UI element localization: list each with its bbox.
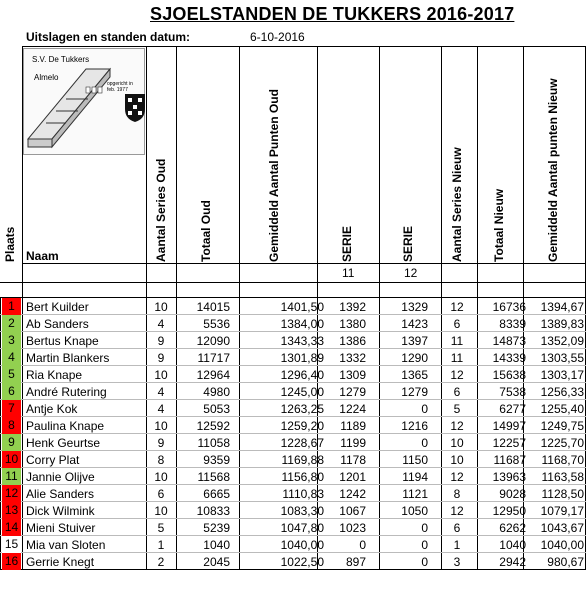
totaal-oud: 2045: [203, 555, 230, 569]
totaal-oud: 11058: [197, 436, 230, 450]
aantal-series-oud: 4: [157, 385, 165, 399]
table-row: [0, 366, 587, 383]
table-row: [0, 485, 587, 502]
rank-cell: 2: [2, 315, 21, 332]
results-date: 6-10-2016: [250, 30, 305, 44]
gemiddeld-nieuw: 1256,33: [540, 385, 584, 399]
totaal-nieuw: 16736: [492, 300, 526, 314]
table-row: [0, 315, 587, 332]
coat-of-arms-icon: [124, 93, 146, 123]
table-row: [0, 332, 587, 349]
totaal-nieuw: 12950: [492, 504, 526, 518]
serie-11-score: 1023: [339, 521, 366, 535]
aantal-series-nieuw: 12: [450, 368, 464, 382]
rank-cell: 11: [2, 468, 21, 485]
header-gemiddeld-oud: Gemiddeld Aantal Punten Oud: [267, 89, 281, 262]
aantal-series-nieuw: 12: [450, 470, 464, 484]
gemiddeld-nieuw: 1352,09: [540, 334, 584, 348]
logo-founded: opgericht in feb. 1977: [107, 81, 133, 93]
header-totaal-oud: Totaal Oud: [199, 200, 213, 262]
totaal-nieuw: 8339: [499, 317, 526, 331]
aantal-series-nieuw: 8: [453, 487, 461, 501]
player-name: Dick Wilmink: [26, 504, 95, 518]
serie-12-score: 1279: [401, 385, 428, 399]
serie-12-score: 1216: [401, 419, 428, 433]
totaal-nieuw: 14997: [492, 419, 526, 433]
totaal-nieuw: 1040: [499, 538, 526, 552]
gemiddeld-oud: 1245,00: [280, 385, 324, 399]
serie-11-score: 1242: [339, 487, 366, 501]
gemiddeld-oud: 1083,30: [280, 504, 324, 518]
player-name: Alie Sanders: [26, 487, 95, 501]
totaal-nieuw: 15638: [492, 368, 526, 382]
totaal-oud: 1040: [203, 538, 230, 552]
rank-cell: 15: [2, 536, 21, 553]
header-totaal-nieuw: Totaal Nieuw: [492, 188, 506, 262]
aantal-series-nieuw: 12: [450, 300, 464, 314]
gemiddeld-oud: 1110,83: [282, 487, 324, 501]
aantal-series-nieuw: 11: [450, 334, 464, 348]
gemiddeld-nieuw: 1389,83: [540, 317, 584, 331]
serie-12-score: 1329: [401, 300, 428, 314]
aantal-series-nieuw: 1: [453, 538, 461, 552]
rank-cell: 9: [2, 434, 21, 451]
table-row: [0, 434, 587, 451]
serie-12-score: 1194: [402, 470, 428, 484]
gemiddeld-oud: 1040,00: [280, 538, 324, 552]
aantal-series-oud: 8: [157, 453, 165, 467]
aantal-series-oud: 4: [157, 317, 165, 331]
gemiddeld-nieuw: 1040,00: [540, 538, 584, 552]
player-name: Gerrie Knegt: [26, 555, 95, 569]
player-name: Bertus Knape: [26, 334, 99, 348]
player-name: Jannie Olijve: [26, 470, 95, 484]
totaal-nieuw: 13963: [492, 470, 526, 484]
aantal-series-oud: 10: [154, 300, 168, 314]
gemiddeld-oud: 1156,80: [281, 470, 324, 484]
gemiddeld-nieuw: 1249,75: [540, 419, 584, 433]
serie-12-score: 1397: [401, 334, 428, 348]
player-name: Paulina Knape: [26, 419, 105, 433]
totaal-nieuw: 9028: [499, 487, 526, 501]
aantal-series-oud: 4: [157, 402, 165, 416]
serie-11-score: 1309: [339, 368, 366, 382]
table-row: [0, 349, 587, 366]
aantal-series-nieuw: 6: [453, 317, 461, 331]
aantal-series-nieuw: 6: [453, 385, 461, 399]
totaal-oud: 6665: [203, 487, 230, 501]
gemiddeld-nieuw: 1079,17: [540, 504, 584, 518]
serie-number-12: 12: [404, 266, 418, 280]
aantal-series-nieuw: 3: [453, 555, 461, 569]
aantal-series-nieuw: 12: [450, 419, 464, 433]
totaal-oud: 14015: [196, 300, 230, 314]
gemiddeld-oud: 1228,67: [280, 436, 324, 450]
gemiddeld-nieuw: 1394,67: [540, 300, 584, 314]
player-name: Mieni Stuiver: [26, 521, 96, 535]
gemiddeld-nieuw: 1303,55: [540, 351, 584, 365]
table-row: [0, 519, 587, 536]
table-row: [0, 451, 587, 468]
gemiddeld-oud: 1047,80: [280, 521, 324, 535]
aantal-series-oud: 9: [157, 436, 165, 450]
rank-cell: 4: [2, 349, 21, 366]
rank-cell: 16: [2, 553, 21, 570]
aantal-series-oud: 9: [157, 334, 165, 348]
aantal-series-nieuw: 10: [450, 453, 464, 467]
gemiddeld-oud: 1384,00: [280, 317, 324, 331]
rank-cell: 7: [2, 400, 21, 417]
gemiddeld-oud: 1301,89: [280, 351, 324, 365]
serie-12-score: 0: [421, 402, 428, 416]
totaal-nieuw: 12257: [492, 436, 526, 450]
rank-cell: 12: [2, 485, 21, 502]
gemiddeld-oud: 1263,25: [280, 402, 324, 416]
totaal-nieuw: 2942: [499, 555, 526, 569]
totaal-oud: 12592: [196, 419, 230, 433]
serie-12-score: 0: [421, 555, 428, 569]
aantal-series-oud: 10: [154, 470, 168, 484]
rank-cell: 6: [2, 383, 21, 400]
totaal-oud: 10833: [196, 504, 230, 518]
aantal-series-nieuw: 11: [450, 351, 464, 365]
aantal-series-nieuw: 12: [450, 504, 464, 518]
serie-12-score: 0: [421, 538, 428, 552]
rank-cell: 8: [2, 417, 21, 434]
totaal-nieuw: 14339: [492, 351, 526, 365]
totaal-oud: 9359: [203, 453, 230, 467]
player-name: André Rutering: [26, 385, 107, 399]
rank-cell: 3: [2, 332, 21, 349]
gemiddeld-nieuw: 980,67: [547, 555, 584, 569]
rank-cell: 14: [2, 519, 21, 536]
serie-number-11: 11: [342, 266, 355, 280]
totaal-oud: 5053: [203, 402, 230, 416]
player-name: Henk Geurtse: [26, 436, 101, 450]
player-name: Bert Kuilder: [26, 300, 89, 314]
totaal-oud: 12090: [196, 334, 230, 348]
gemiddeld-nieuw: 1168,70: [541, 453, 584, 467]
logo-city: Almelo: [34, 73, 59, 82]
gemiddeld-oud: 1343,33: [280, 334, 324, 348]
club-logo: [23, 48, 145, 155]
aantal-series-oud: 5: [157, 521, 165, 535]
gemiddeld-oud: 1296,40: [280, 368, 324, 382]
logo-club-name: S.V. De Tukkers: [32, 55, 90, 64]
serie-12-score: 0: [421, 521, 428, 535]
aantal-series-nieuw: 6: [453, 521, 461, 535]
serie-12-score: 1150: [402, 453, 428, 467]
serie-11-score: 1224: [339, 402, 366, 416]
totaal-oud: 5536: [203, 317, 230, 331]
serie-12-score: 1121: [402, 487, 428, 501]
totaal-nieuw: 6262: [499, 521, 526, 535]
gemiddeld-oud: 1022,50: [280, 555, 324, 569]
table-row: [0, 417, 587, 434]
totaal-oud: 11717: [197, 351, 230, 365]
table-row: [0, 468, 587, 485]
serie-11-score: 1189: [340, 419, 366, 433]
table-row: [0, 502, 587, 519]
serie-11-score: 1178: [340, 453, 366, 467]
serie-12-score: 1290: [401, 351, 428, 365]
gemiddeld-nieuw: 1255,40: [540, 402, 584, 416]
table-row: [0, 553, 587, 570]
player-name: Mia van Sloten: [26, 538, 106, 552]
header-serie-12: SERIE: [401, 225, 415, 262]
gemiddeld-oud: 1259,20: [280, 419, 324, 433]
gemiddeld-nieuw: 1128,50: [541, 487, 584, 501]
serie-12-score: 1365: [401, 368, 428, 382]
aantal-series-oud: 10: [154, 419, 168, 433]
serie-11-score: 1386: [339, 334, 366, 348]
totaal-oud: 5239: [203, 521, 230, 535]
player-name: Antje Kok: [26, 402, 78, 416]
gemiddeld-nieuw: 1163,58: [541, 470, 584, 484]
aantal-series-nieuw: 10: [450, 436, 464, 450]
gemiddeld-nieuw: 1303,17: [540, 368, 584, 382]
totaal-nieuw: 11687: [493, 453, 526, 467]
serie-11-score: 1392: [339, 300, 366, 314]
serie-11-score: 897: [345, 555, 366, 569]
header-naam: Naam: [26, 249, 59, 263]
header-aantal-series-oud: Aantal Series Oud: [154, 158, 168, 262]
serie-11-score: 1067: [339, 504, 366, 518]
totaal-nieuw: 14873: [492, 334, 526, 348]
table-row: [0, 383, 587, 400]
aantal-series-oud: 1: [157, 538, 165, 552]
aantal-series-oud: 2: [157, 555, 165, 569]
header-aantal-series-nieuw: Aantal Series Nieuw: [450, 147, 464, 262]
gemiddeld-oud: 1169,88: [281, 453, 324, 467]
player-name: Martin Blankers: [26, 351, 110, 365]
serie-11-score: 1332: [339, 351, 366, 365]
serie-12-score: 1423: [401, 317, 428, 331]
totaal-oud: 4980: [203, 385, 230, 399]
player-name: Ab Sanders: [26, 317, 89, 331]
table-row: [0, 536, 587, 553]
rank-cell: 1: [2, 298, 21, 315]
page-title: SJOELSTANDEN DE TUKKERS 2016-2017: [150, 4, 515, 24]
gemiddeld-nieuw: 1043,67: [540, 521, 584, 535]
player-name: Corry Plat: [26, 453, 80, 467]
header-plaats: Plaats: [3, 226, 17, 262]
serie-11-score: 1279: [339, 385, 366, 399]
aantal-series-oud: 10: [154, 504, 168, 518]
serie-12-score: 1050: [401, 504, 428, 518]
table-row: [0, 400, 587, 417]
totaal-nieuw: 7538: [499, 385, 526, 399]
serie-11-score: 1201: [339, 470, 366, 484]
totaal-oud: 12964: [196, 368, 230, 382]
totaal-oud: 11568: [197, 470, 230, 484]
rank-cell: 5: [2, 366, 21, 383]
header-serie-11: SERIE: [340, 225, 354, 262]
aantal-series-oud: 10: [154, 368, 168, 382]
gemiddeld-oud: 1401,50: [280, 300, 324, 314]
totaal-nieuw: 6277: [499, 402, 526, 416]
header-gemiddeld-nieuw: Gemiddeld Aantal punten Nieuw: [546, 78, 560, 262]
serie-11-score: 1380: [339, 317, 366, 331]
results-date-label: Uitslagen en standen datum:: [26, 30, 191, 44]
gemiddeld-nieuw: 1225,70: [540, 436, 584, 450]
aantal-series-oud: 9: [157, 351, 165, 365]
aantal-series-nieuw: 5: [453, 402, 461, 416]
serie-11-score: 0: [359, 538, 366, 552]
serie-11-score: 1199: [340, 436, 366, 450]
rank-cell: 10: [2, 451, 21, 468]
serie-12-score: 0: [421, 436, 428, 450]
aantal-series-oud: 6: [157, 487, 165, 501]
table-row: [0, 298, 587, 315]
player-name: Ria Knape: [26, 368, 83, 382]
rank-cell: 13: [2, 502, 21, 519]
